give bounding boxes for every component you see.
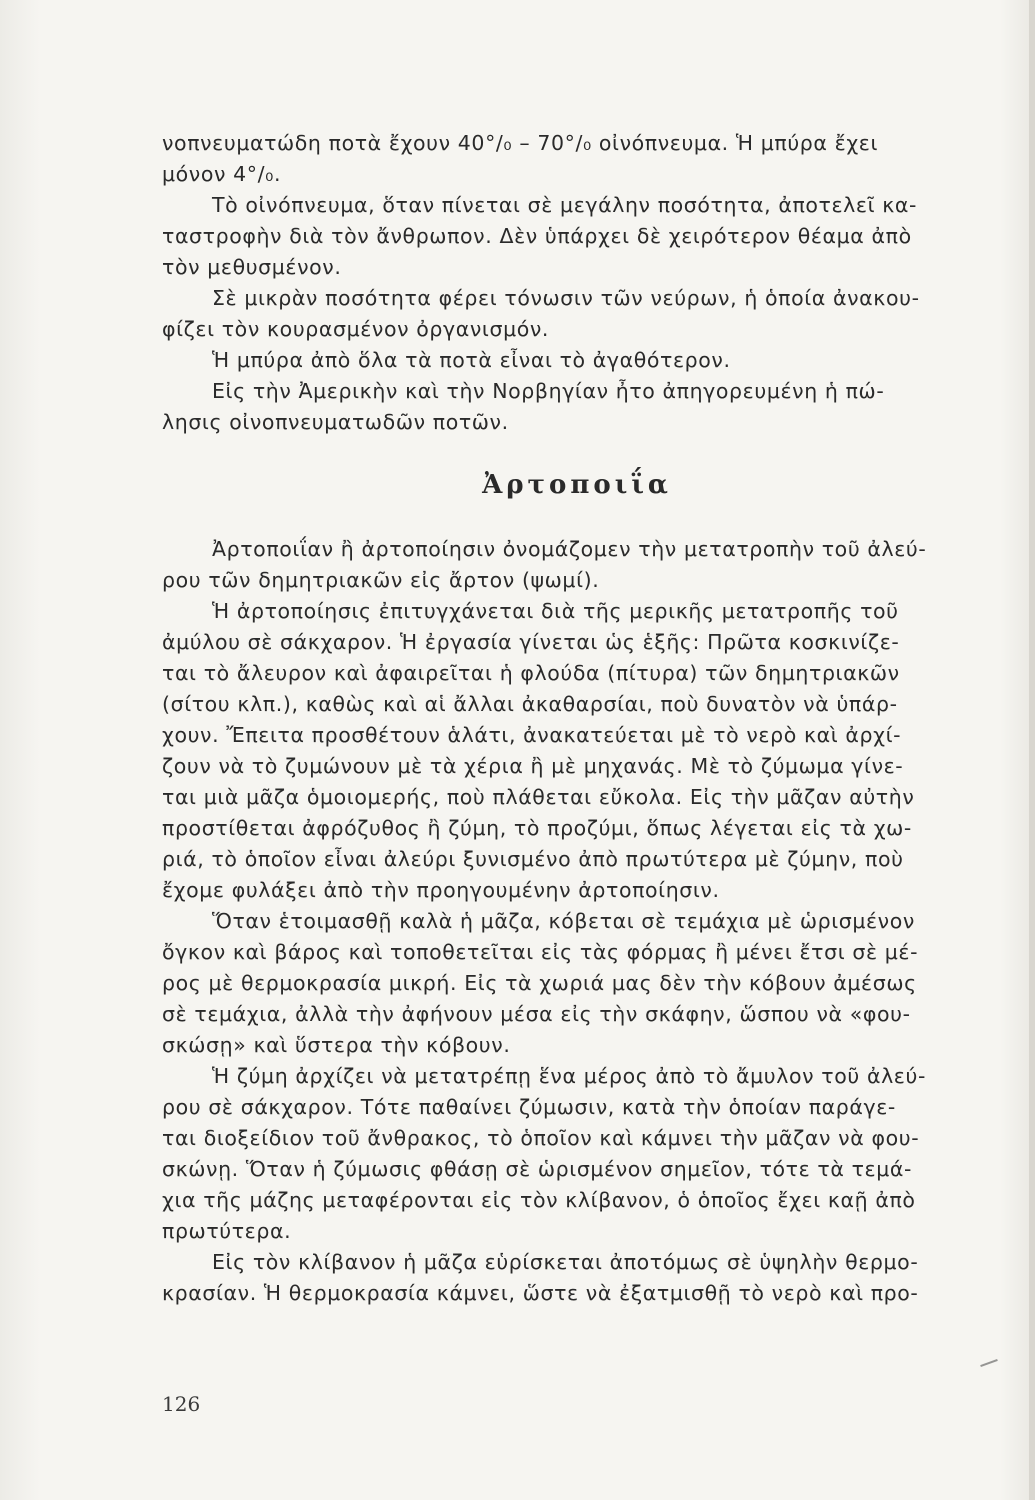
text-line: σκώσῃ» καὶ ὕστερα τὴν κόβουν.: [162, 1033, 511, 1057]
page-spine-edge: [1029, 0, 1035, 1500]
text-line: ται διοξείδιον τοῦ ἄνθρακος, τὸ ὁποῖον καὶ κάμνει τὴν μᾶζαν νὰ φου-: [162, 1126, 920, 1150]
text-line: φίζει τὸν κουρασμένον ὀργανισμόν.: [162, 317, 550, 341]
text-line: (σίτου κλπ.), καθὼς καὶ αἱ ἄλλαι ἀκαθαρσίαι, ποὺ δυνατὸν νὰ ὑπάρ-: [162, 692, 898, 716]
text-line: σκώνῃ. Ὅταν ἡ ζύμωσις φθάσῃ σὲ ὡρισμένον σημεῖον, τότε τὰ τεμά-: [162, 1157, 912, 1181]
text-line: Ἡ ἀρτοποίησις ἐπιτυγχάνεται διὰ τῆς μερικῆς μετατροπῆς τοῦ: [212, 599, 899, 623]
paragraph-alcohol: [162, 190, 992, 283]
text-line: ἔχομε φυλάξει ἀπὸ τὴν προηγουμένην ἀρτοποίησιν.: [162, 878, 720, 902]
paragraph-yeast: [162, 1061, 992, 1247]
text-line: λησις οἰνοπνευματωδῶν ποτῶν.: [162, 410, 509, 434]
text-line: ὄγκον καὶ βάρος καὶ τοποθετεῖται εἰς τὰς φόρμας ἢ μένει ἔτσι σὲ μέ-: [162, 940, 919, 964]
text-line: Ὅταν ἑτοιμασθῇ καλὰ ἡ μᾶζα, κόβεται σὲ τεμάχια μὲ ὡρισμένον: [212, 909, 915, 933]
text-line: ρου τῶν δημητριακῶν εἰς ἄρτον (ψωμί).: [162, 568, 600, 592]
text-line: τὸν μεθυσμένον.: [162, 255, 342, 279]
text-line: σὲ τεμάχια, ἀλλὰ τὴν ἀφήνουν μέσα εἰς τὴν σκάφην, ὥσπου νὰ «φου-: [162, 1002, 911, 1026]
paragraph-america: [162, 376, 992, 438]
text-line: Εἰς τὴν Ἀμερικὴν καὶ τὴν Νορβηγίαν ἦτο ἀπηγορευμένη ἡ πώ-: [212, 379, 885, 403]
paragraph-dough: [162, 906, 992, 1061]
paragraph-definition: [162, 534, 992, 596]
paragraph-beer: [162, 345, 992, 376]
pencil-mark-decoration: [980, 1359, 998, 1367]
text-line: ρου σὲ σάκχαρον. Τότε παθαίνει ζύμωσιν, κατὰ τὴν ὁποίαν παράγε-: [162, 1095, 896, 1119]
text-line: νοπνευματώδη ποτὰ ἔχουν 40°/₀ – 70°/₀ οἰνόπνευμα. Ἡ μπύρα ἔχει: [162, 131, 878, 155]
text-line: ριά, τὸ ὁποῖον εἶναι ἀλεύρι ξυνισμένο ἀπὸ πρωτύτερα μὲ ζύμην, ποὺ: [162, 847, 904, 871]
text-line: μόνον 4°/₀.: [162, 162, 282, 186]
text-line: Ἀρτοποιΐαν ἢ ἀρτοποίησιν ὀνομάζομεν τὴν μετατροπὴν τοῦ ἀλεύ-: [212, 537, 927, 561]
paragraph-process: [162, 596, 992, 906]
text-line: Ἡ ζύμη ἀρχίζει νὰ μετατρέπῃ ἕνα μέρος ἀπὸ τὸ ἄμυλον τοῦ ἀλεύ-: [212, 1064, 926, 1088]
text-line: Τὸ οἰνόπνευμα, ὅταν πίνεται σὲ μεγάλην ποσότητα, ἀποτελεῖ κα-: [212, 193, 918, 217]
text-line: ταστροφὴν διὰ τὸν ἄνθρωπον. Δὲν ὑπάρχει δὲ χειρότερον θέαμα ἀπὸ: [162, 224, 912, 248]
text-line: ἀμύλου σὲ σάκχαρον. Ἡ ἐργασία γίνεται ὡς ἑξῆς: Πρῶτα κοσκινίζε-: [162, 630, 900, 654]
text-line: προστίθεται ἀφρόζυθος ἢ ζύμη, τὸ προζύμι, ὅπως λέγεται εἰς τὰ χω-: [162, 816, 912, 840]
paragraph-oven: [162, 1247, 992, 1309]
page-number: 126: [162, 1392, 201, 1416]
paragraph-small-quantity: [162, 283, 992, 345]
section-heading: Ἀρτοποιΐα: [482, 470, 672, 500]
text-line: ται μιὰ μᾶζα ὁμοιομερής, ποὺ πλάθεται εὔκολα. Εἰς τὴν μᾶζαν αὐτὴν: [162, 785, 915, 809]
page-content: [162, 128, 992, 1309]
text-line: Ἡ μπύρα ἀπὸ ὅλα τὰ ποτὰ εἶναι τὸ ἀγαθότερον.: [212, 348, 731, 372]
text-line: χουν. Ἔπειτα προσθέτουν ἁλάτι, ἀνακατεύεται μὲ τὸ νερὸ καὶ ἀρχί-: [162, 723, 902, 747]
text-line: ρος μὲ θερμοκρασία μικρή. Εἰς τὰ χωριά μας δὲν τὴν κόβουν ἀμέσως: [162, 971, 917, 995]
text-line: Εἰς τὸν κλίβανον ἡ μᾶζα εὑρίσκεται ἀποτόμως σὲ ὑψηλὴν θερμο-: [212, 1250, 919, 1274]
intro-paragraph: [162, 128, 992, 190]
text-line: Σὲ μικρὰν ποσότητα φέρει τόνωσιν τῶν νεύρων, ἡ ὁποία ἀνακου-: [212, 286, 920, 310]
text-line: ται τὸ ἄλευρον καὶ ἀφαιρεῖται ἡ φλούδα (πίτυρα) τῶν δημητριακῶν: [162, 661, 900, 685]
text-line: ζουν νὰ τὸ ζυμώνουν μὲ τὰ χέρια ἢ μὲ μηχανάς. Μὲ τὸ ζύμωμα γίνε-: [162, 754, 904, 778]
text-line: πρωτύτερα.: [162, 1219, 292, 1243]
text-line: χια τῆς μάζης μεταφέρονται εἰς τὸν κλίβανον, ὁ ὁποῖος ἔχει καῇ ἀπὸ: [162, 1188, 916, 1212]
text-line: κρασίαν. Ἡ θερμοκρασία κάμνει, ὥστε νὰ ἐξατμισθῇ τὸ νερὸ καὶ προ-: [162, 1281, 919, 1305]
